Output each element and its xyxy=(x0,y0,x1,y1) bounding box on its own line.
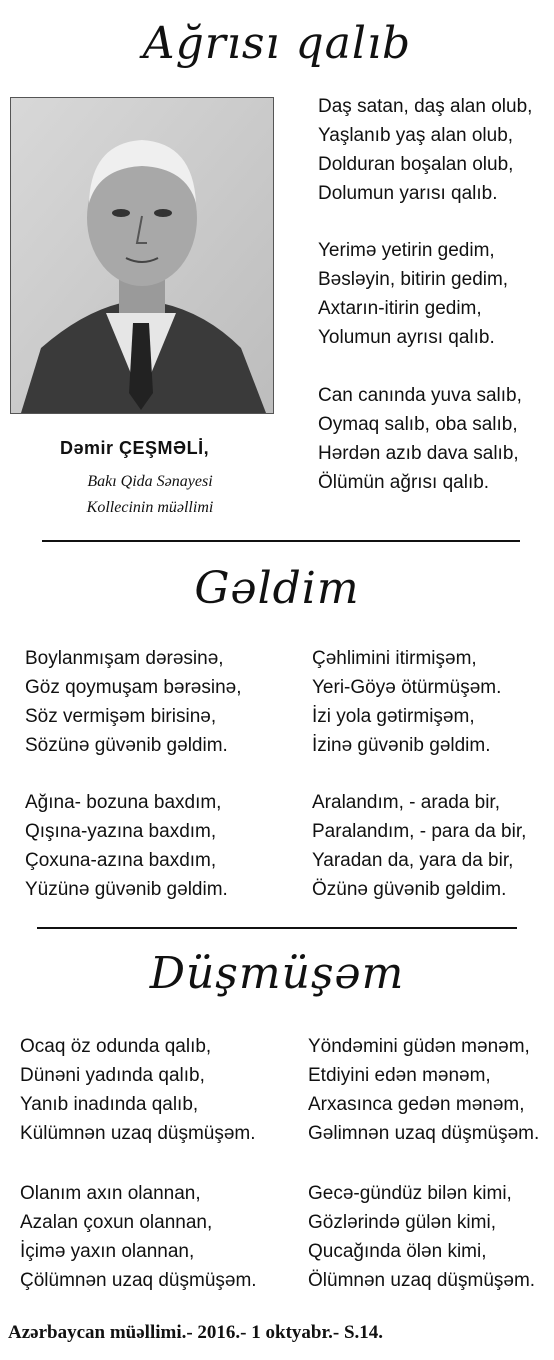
verse-line: Göz qoymuşam bərəsinə, xyxy=(25,677,242,698)
verse-line: Gecə-gündüz bilən kimi, xyxy=(308,1183,512,1204)
verse-line: Qucağında ölən kimi, xyxy=(308,1241,487,1262)
verse-line: Ağına- bozuna baxdım, xyxy=(25,792,222,813)
verse-line: Dünəni yadında qalıb, xyxy=(20,1065,205,1086)
verse-line: Çoxuna-azına baxdım, xyxy=(25,850,217,871)
verse-line: Gəlimnən uzaq düşmüşəm. xyxy=(308,1123,540,1144)
author-name: Dəmir ÇEŞMƏLİ, xyxy=(60,438,210,458)
verse-line: Arxasınca gedən mənəm, xyxy=(308,1094,525,1115)
poem-stanza xyxy=(25,788,228,904)
verse-line: Bəsləyin, bitirin gedim, xyxy=(318,269,509,290)
author-photo xyxy=(10,97,274,414)
poem-title: Düşmüşəm xyxy=(149,948,405,999)
verse-line: Yeri-Göyə ötürmüşəm. xyxy=(312,677,502,698)
author-role-line-2: Kollecinin müəllimi xyxy=(86,499,214,516)
verse-line: Ölümün ağrısı qalıb. xyxy=(318,472,490,493)
verse-line: Yüzünə güvənib gəldim. xyxy=(25,879,228,900)
section-divider xyxy=(42,540,520,542)
verse-line: Paralandım, - para da bir, xyxy=(312,821,527,842)
verse-line: İzi yola gətirmişəm, xyxy=(312,706,475,727)
verse-line: Söz vermişəm birisinə, xyxy=(25,706,217,727)
poem-stanza xyxy=(318,381,522,497)
poem-stanza xyxy=(308,1179,535,1295)
verse-line: Olanım axın olannan, xyxy=(20,1183,201,1204)
verse-line: Yaradan da, yara da bir, xyxy=(312,850,514,871)
verse-line: Boylanmışam dərəsinə, xyxy=(25,648,224,669)
verse-line: Sözünə güvənib gəldim. xyxy=(25,735,228,756)
verse-line: Külümnən uzaq düşmüşəm. xyxy=(20,1123,256,1144)
verse-line: Yaşlanıb yaş alan olub, xyxy=(318,125,514,146)
section-divider xyxy=(37,927,517,929)
verse-line: Özünə güvənib gəldim. xyxy=(312,879,507,900)
verse-line: Gözlərində gülən kimi, xyxy=(308,1212,496,1233)
poem-stanza xyxy=(20,1179,257,1295)
poem-stanza xyxy=(312,644,501,760)
verse-line: Çəhlimini itirmişəm, xyxy=(312,648,477,669)
author-portrait-image xyxy=(11,98,273,413)
verse-line: Etdiyini edən mənəm, xyxy=(308,1065,491,1086)
poem-title: Ağrısı qalıb xyxy=(142,18,412,69)
poem-stanza xyxy=(308,1032,539,1148)
verse-line: Ölümnən uzaq düşmüşəm. xyxy=(308,1270,536,1291)
verse-line: Azalan çoxun olannan, xyxy=(20,1212,213,1233)
verse-line: Oymaq salıb, oba salıb, xyxy=(318,414,518,435)
verse-line: Axtarın-itirin gedim, xyxy=(318,298,482,319)
verse-line: Can canında yuva salıb, xyxy=(318,385,522,406)
verse-line: Yöndəmini güdən mənəm, xyxy=(308,1036,530,1057)
poem-stanza xyxy=(318,92,532,208)
author-role-line-1: Bakı Qida Sənayesi xyxy=(87,473,213,490)
verse-line: Aralandım, - arada bir, xyxy=(312,792,500,813)
verse-line: Daş satan, daş alan olub, xyxy=(318,96,533,117)
verse-line: Yanıb inadında qalıb, xyxy=(20,1094,199,1115)
verse-line: Ocaq öz odunda qalıb, xyxy=(20,1036,212,1057)
poem-stanza xyxy=(20,1032,256,1148)
verse-line: Yolumun ayrısı qalıb. xyxy=(318,327,495,348)
verse-line: Yerimə yetirin gedim, xyxy=(318,240,495,261)
verse-line: Dolduran boşalan olub, xyxy=(318,154,514,175)
poem-stanza xyxy=(25,644,242,760)
verse-line: Dolumun yarısı qalıb. xyxy=(318,183,498,204)
poem-stanza xyxy=(318,236,508,352)
verse-line: İçimə yaxın olannan, xyxy=(20,1241,195,1262)
poem-stanza xyxy=(312,788,526,904)
source-citation: Azərbaycan müəllimi.- 2016.- 1 oktyabr.- S.14. xyxy=(8,1322,384,1343)
verse-line: Qışına-yazına baxdım, xyxy=(25,821,217,842)
verse-line: İzinə güvənib gəldim. xyxy=(312,735,491,756)
verse-line: Çölümnən uzaq düşmüşəm. xyxy=(20,1270,257,1291)
poem-title: Gəldim xyxy=(194,563,360,614)
verse-line: Hərdən azıb dava salıb, xyxy=(318,443,519,464)
